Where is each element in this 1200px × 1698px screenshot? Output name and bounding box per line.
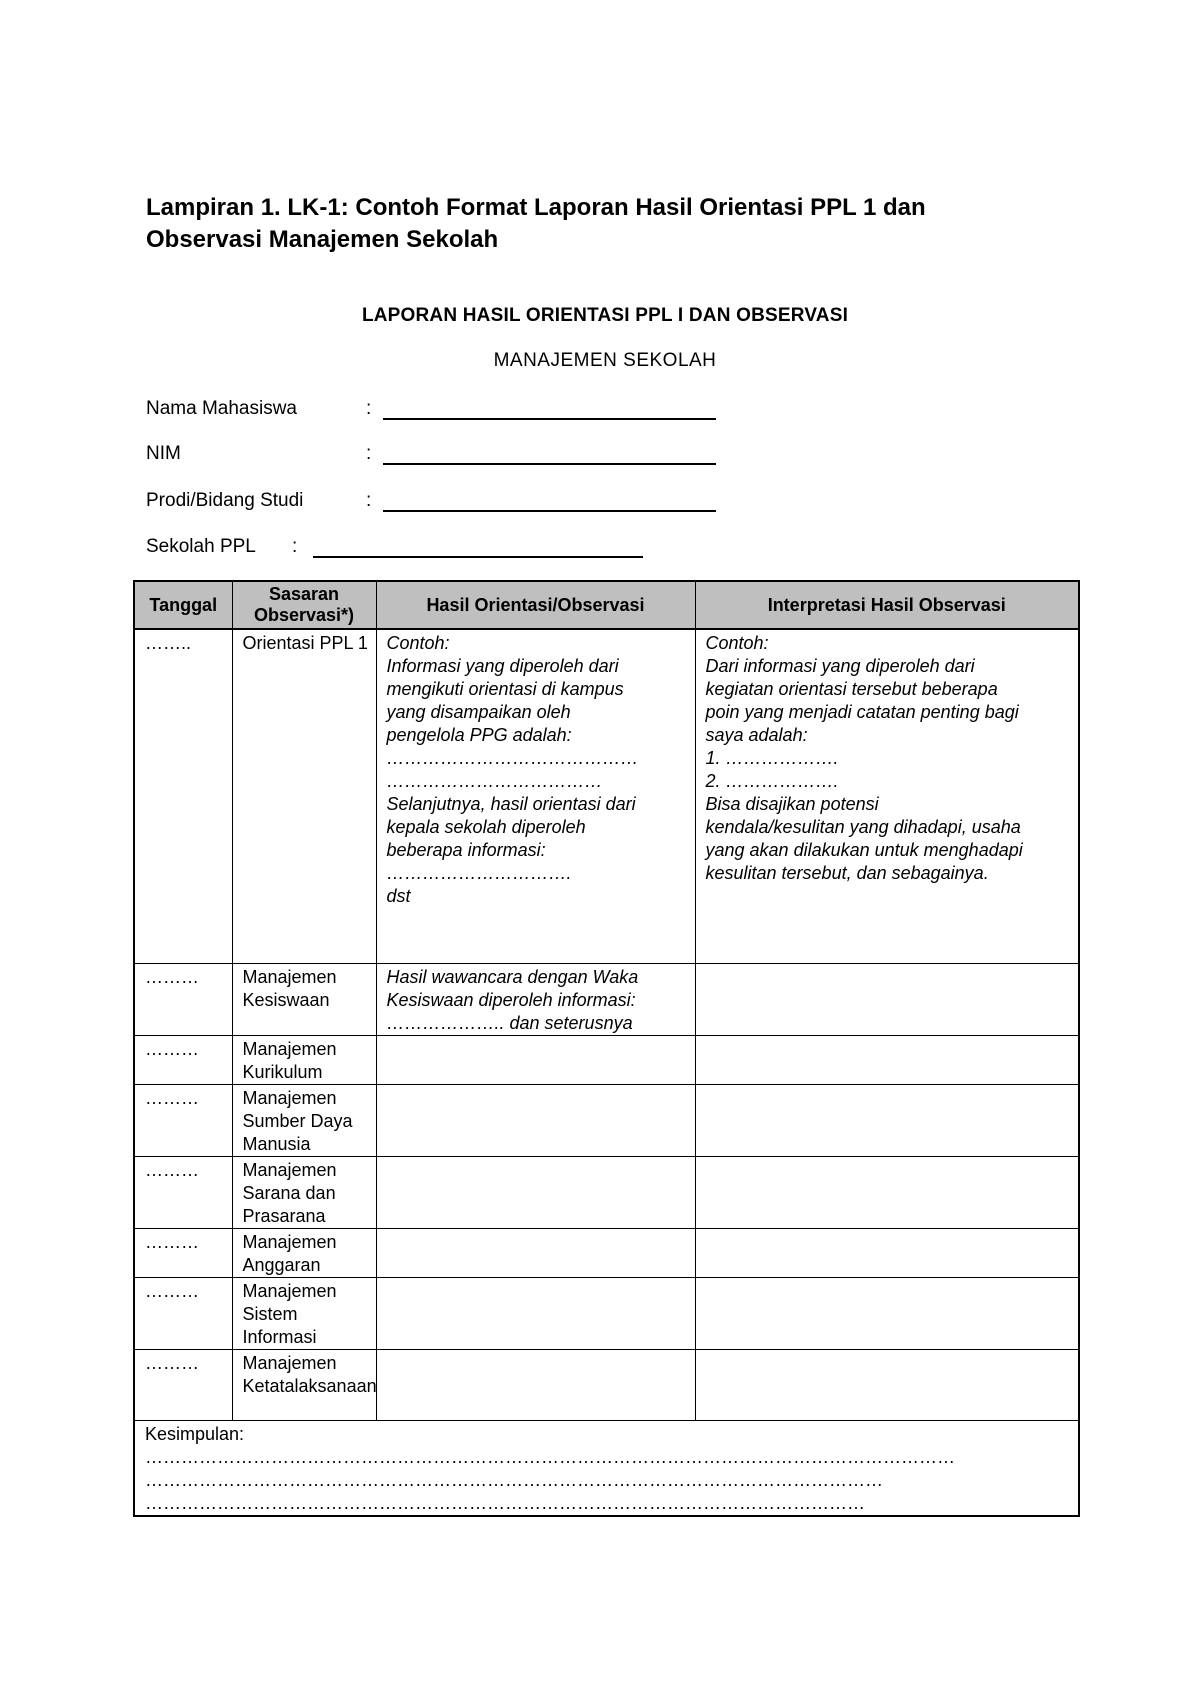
result-line: …………………………………… [386,748,639,768]
date-cell: ……… [134,1277,232,1349]
field-colon: : [292,536,298,557]
result-line: mengikuti orientasi di kampus [386,679,624,699]
interpretation-cell [695,1084,1079,1156]
result-cell [376,1035,695,1084]
report-subtitle: MANAJEMEN SEKOLAH [493,350,717,371]
result-line: Selanjutnya, hasil orientasi dari [386,794,636,814]
result-line: Hasil wawancara dengan Waka [386,966,639,987]
table-row [134,1035,1079,1084]
interpretation-line: poin yang menjadi catatan penting bagi [705,702,1019,722]
interpretation-cell [695,1277,1079,1349]
interpretation-cell [695,1035,1079,1084]
result-line: Kesiswaan diperoleh informasi: [386,989,636,1010]
interpretation-line: kesulitan tersebut, dan sebagainya. [705,863,989,883]
date-cell: …….. [134,629,232,963]
result-line: pengelola PPG adalah: [386,725,572,745]
interpretation-cell [695,629,1079,963]
date-cell: ……… [134,963,232,1035]
report-title: LAPORAN HASIL ORIENTASI PPL I DAN OBSERVASI [361,305,849,326]
target-cell: Manajemen Ketatalaksanaan [232,1349,376,1420]
field-label: Prodi/Bidang Studi [146,490,304,511]
school-field [146,536,746,562]
result-line: yang disampaikan oleh [386,702,571,722]
nim-field [146,443,846,469]
interpretation-line: Bisa disajikan potensi [705,794,879,814]
interpretation-cell [695,1349,1079,1420]
field-label: NIM [146,443,181,464]
heading-line-2: Observasi Manajemen Sekolah [146,226,499,253]
result-line: beberapa informasi: [386,840,546,860]
field-blank-line [383,443,716,465]
date-cell: ……… [134,1228,232,1277]
date-cell: ……… [134,1156,232,1228]
student-name-field [146,398,846,424]
table-row [134,963,1079,1035]
result-line: kepala sekolah diperoleh [386,817,586,837]
table-row [134,1277,1079,1349]
header-target: Sasaran Observasi*) [232,581,376,629]
result-cell [376,963,695,1035]
study-program-field [146,490,846,516]
interpretation-line: Dari informasi yang diperoleh dari [705,656,975,676]
table-row [134,1084,1079,1156]
result-cell [376,629,695,963]
observation-table [133,580,1080,1517]
heading-line-1: Lampiran 1. LK-1: Contoh Format Laporan Hasil Orientasi PPL 1 dan [146,194,926,221]
header-interpretation: Interpretasi Hasil Observasi [695,581,1079,629]
conclusion-row [134,1420,1079,1516]
table-row [134,1156,1079,1228]
result-line: dst [386,886,411,906]
header-result: Hasil Orientasi/Observasi [376,581,695,629]
target-cell: Orientasi PPL 1 [232,629,376,963]
table-row [134,629,1079,963]
table-row [134,1228,1079,1277]
target-cell: Manajemen Sumber Daya Manusia [232,1084,376,1156]
field-colon: : [366,443,372,464]
result-line: ……………………………… [386,771,603,791]
result-line: ……………….. dan seterusnya [386,1012,633,1033]
interpretation-cell [695,1228,1079,1277]
interpretation-line: kegiatan orientasi tersebut beberapa [705,679,998,699]
interpretation-line: Contoh: [705,633,769,653]
result-cell [376,1349,695,1420]
conclusion-dotted-line: …………………………………………………………………………………………………………… [145,1469,883,1490]
target-cell: Manajemen Sarana dan Prasarana [232,1156,376,1228]
conclusion-cell [134,1420,1079,1516]
interpretation-line: yang akan dilakukan untuk menghadapi [705,840,1023,860]
interpretation-line: saya adalah: [705,725,808,745]
header-date: Tanggal [134,581,232,629]
target-cell: Manajemen Kurikulum [232,1035,376,1084]
field-blank-line [383,490,716,512]
result-cell [376,1084,695,1156]
result-cell [376,1277,695,1349]
table-row [134,1349,1079,1420]
date-cell: ……… [134,1084,232,1156]
result-cell [376,1156,695,1228]
interpretation-line: kendala/kesulitan yang dihadapi, usaha [705,817,1021,837]
interpretation-line: 2. ………………. [705,771,839,791]
conclusion-label: Kesimpulan: [145,1423,245,1444]
field-blank-line [383,398,716,420]
result-line: Contoh: [386,633,450,653]
interpretation-cell [695,1156,1079,1228]
field-label: Nama Mahasiswa [146,398,297,419]
interpretation-cell [695,963,1079,1035]
result-line: Informasi yang diperoleh dari [386,656,619,676]
field-colon: : [366,398,372,419]
result-line: …………………………. [386,863,572,883]
field-colon: : [366,490,372,511]
field-label: Sekolah PPL [146,536,256,557]
target-cell: Manajemen Anggaran [232,1228,376,1277]
field-blank-line [313,536,643,558]
target-cell: Manajemen Kesiswaan [232,963,376,1035]
date-cell: ……… [134,1035,232,1084]
result-cell [376,1228,695,1277]
table-header-row [134,581,1079,629]
date-cell: ……… [134,1349,232,1420]
target-cell: Manajemen Sistem Informasi [232,1277,376,1349]
interpretation-line: 1. ………………. [705,748,839,768]
document-heading [146,192,1066,256]
conclusion-dotted-line: ………………………………………………………………………………………………………… [145,1492,865,1513]
conclusion-dotted-line: ……………………………………………………………………………………………………………………… [145,1446,955,1467]
